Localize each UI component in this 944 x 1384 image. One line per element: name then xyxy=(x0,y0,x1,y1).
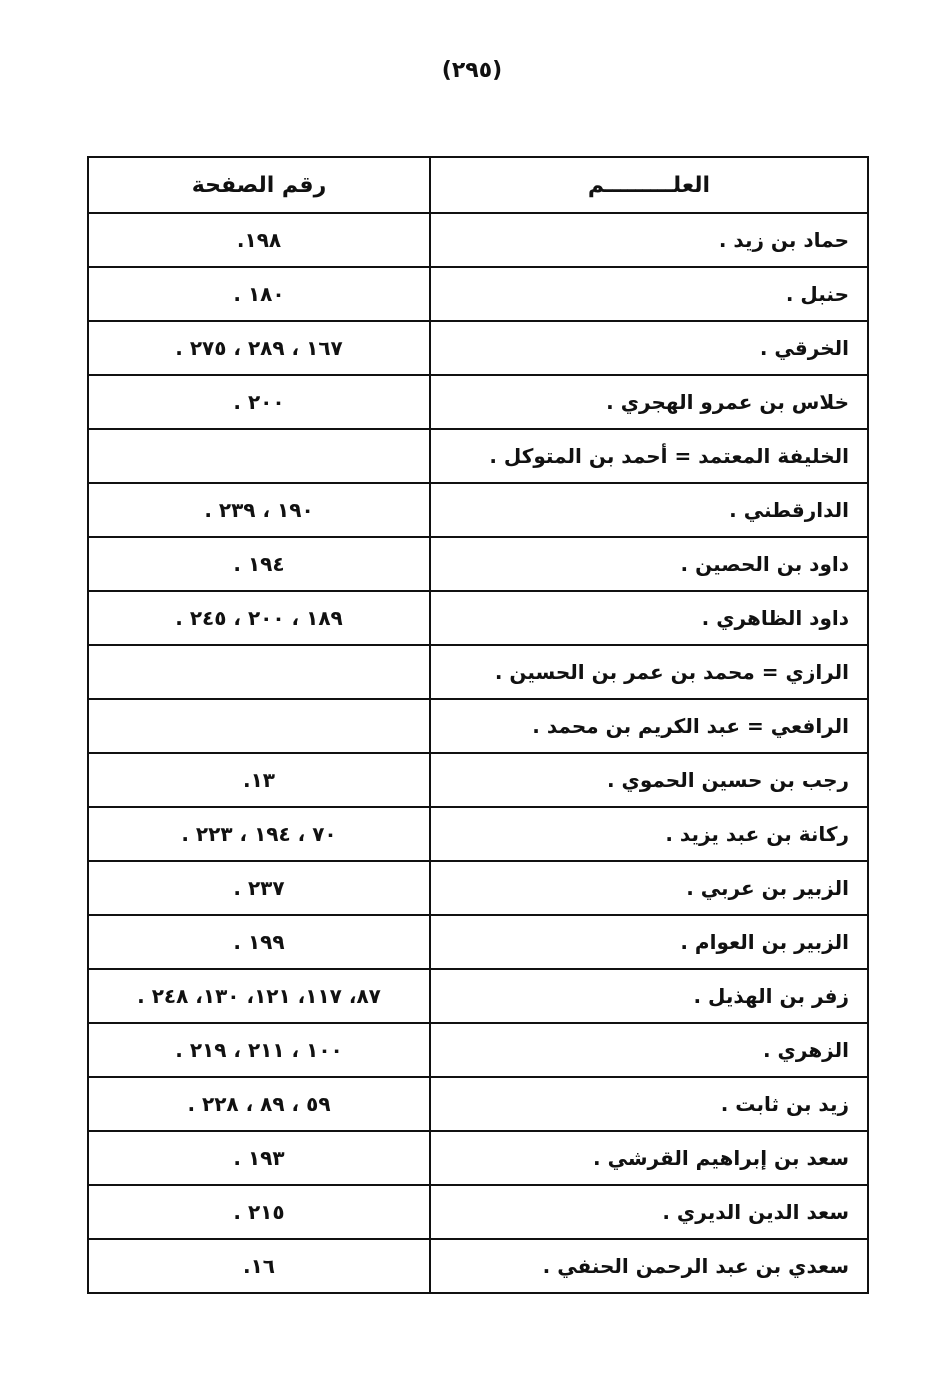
table-row xyxy=(88,915,868,969)
name-cell: الدارقطني . xyxy=(430,483,868,537)
name-cell: ركانة بن عبد يزيد . xyxy=(430,807,868,861)
page-cell: ٢٠٠ . xyxy=(88,375,430,429)
name-cell: زيد بن ثابت . xyxy=(430,1077,868,1131)
name-cell: حماد بن زيد . xyxy=(430,213,868,267)
header-name: العلـــــــــم xyxy=(430,157,868,213)
name-cell: سعدي بن عبد الرحمن الحنفي . xyxy=(430,1239,868,1293)
table-row xyxy=(88,267,868,321)
name-cell: حنبل . xyxy=(430,267,868,321)
name-cell: خلاس بن عمرو الهجري . xyxy=(430,375,868,429)
table-row xyxy=(88,1185,868,1239)
page-cell: ٢٣٧ . xyxy=(88,861,430,915)
table-row xyxy=(88,753,868,807)
name-cell: الزبير بن عربي . xyxy=(430,861,868,915)
page-cell: ١٠٠ ، ٢١١ ، ٢١٩ . xyxy=(88,1023,430,1077)
table-row xyxy=(88,321,868,375)
page-cell xyxy=(88,645,430,699)
page-cell: ٧٠ ، ١٩٤ ، ٢٢٣ . xyxy=(88,807,430,861)
index-table xyxy=(87,156,869,1294)
page-cell: ١٣. xyxy=(88,753,430,807)
table-row xyxy=(88,591,868,645)
table-row xyxy=(88,537,868,591)
name-cell: الرافعي = عبد الكريم بن محمد . xyxy=(430,699,868,753)
page-cell: ٢١٥ . xyxy=(88,1185,430,1239)
table-row xyxy=(88,1077,868,1131)
page-cell: ١٨٩ ، ٢٠٠ ، ٢٤٥ . xyxy=(88,591,430,645)
table-row xyxy=(88,861,868,915)
table-row xyxy=(88,645,868,699)
table-row xyxy=(88,699,868,753)
name-cell: الخرقي . xyxy=(430,321,868,375)
table-row xyxy=(88,969,868,1023)
page-cell: ١٩٨. xyxy=(88,213,430,267)
table-row xyxy=(88,1131,868,1185)
name-cell: الرازي = محمد بن عمر بن الحسين . xyxy=(430,645,868,699)
table-row xyxy=(88,1023,868,1077)
name-cell: الزبير بن العوام . xyxy=(430,915,868,969)
page-cell: ٥٩ ، ٨٩ ، ٢٢٨ . xyxy=(88,1077,430,1131)
page-cell: ١٩٣ . xyxy=(88,1131,430,1185)
name-cell: سعد بن إبراهيم القرشي . xyxy=(430,1131,868,1185)
table-row xyxy=(88,429,868,483)
page-cell: ١٩٩ . xyxy=(88,915,430,969)
name-cell: زفر بن الهذيل . xyxy=(430,969,868,1023)
table-row xyxy=(88,483,868,537)
page-cell: ١٦. xyxy=(88,1239,430,1293)
page-cell: ١٩٤ . xyxy=(88,537,430,591)
page-cell xyxy=(88,699,430,753)
name-cell: رجب بن حسين الحموي . xyxy=(430,753,868,807)
page-cell: ٨٧، ١١٧، ١٢١، ١٣٠، ٢٤٨ . xyxy=(88,969,430,1023)
page-cell: ١٨٠ . xyxy=(88,267,430,321)
table-row xyxy=(88,1239,868,1293)
table-header-row xyxy=(88,157,868,213)
name-cell: سعد الدين الديري . xyxy=(430,1185,868,1239)
table-row xyxy=(88,807,868,861)
page-cell: ١٦٧ ، ٢٨٩ ، ٢٧٥ . xyxy=(88,321,430,375)
header-page: رقم الصفحة xyxy=(88,157,430,213)
name-cell: داود بن الحصين . xyxy=(430,537,868,591)
name-cell: داود الظاهري . xyxy=(430,591,868,645)
page-cell: ١٩٠ ، ٢٣٩ . xyxy=(88,483,430,537)
page-cell xyxy=(88,429,430,483)
page-number: (٢٩٥) xyxy=(441,58,503,83)
table-row xyxy=(88,375,868,429)
name-cell: الخليفة المعتمد = أحمد بن المتوكل . xyxy=(430,429,868,483)
table-row xyxy=(88,213,868,267)
name-cell: الزهري . xyxy=(430,1023,868,1077)
